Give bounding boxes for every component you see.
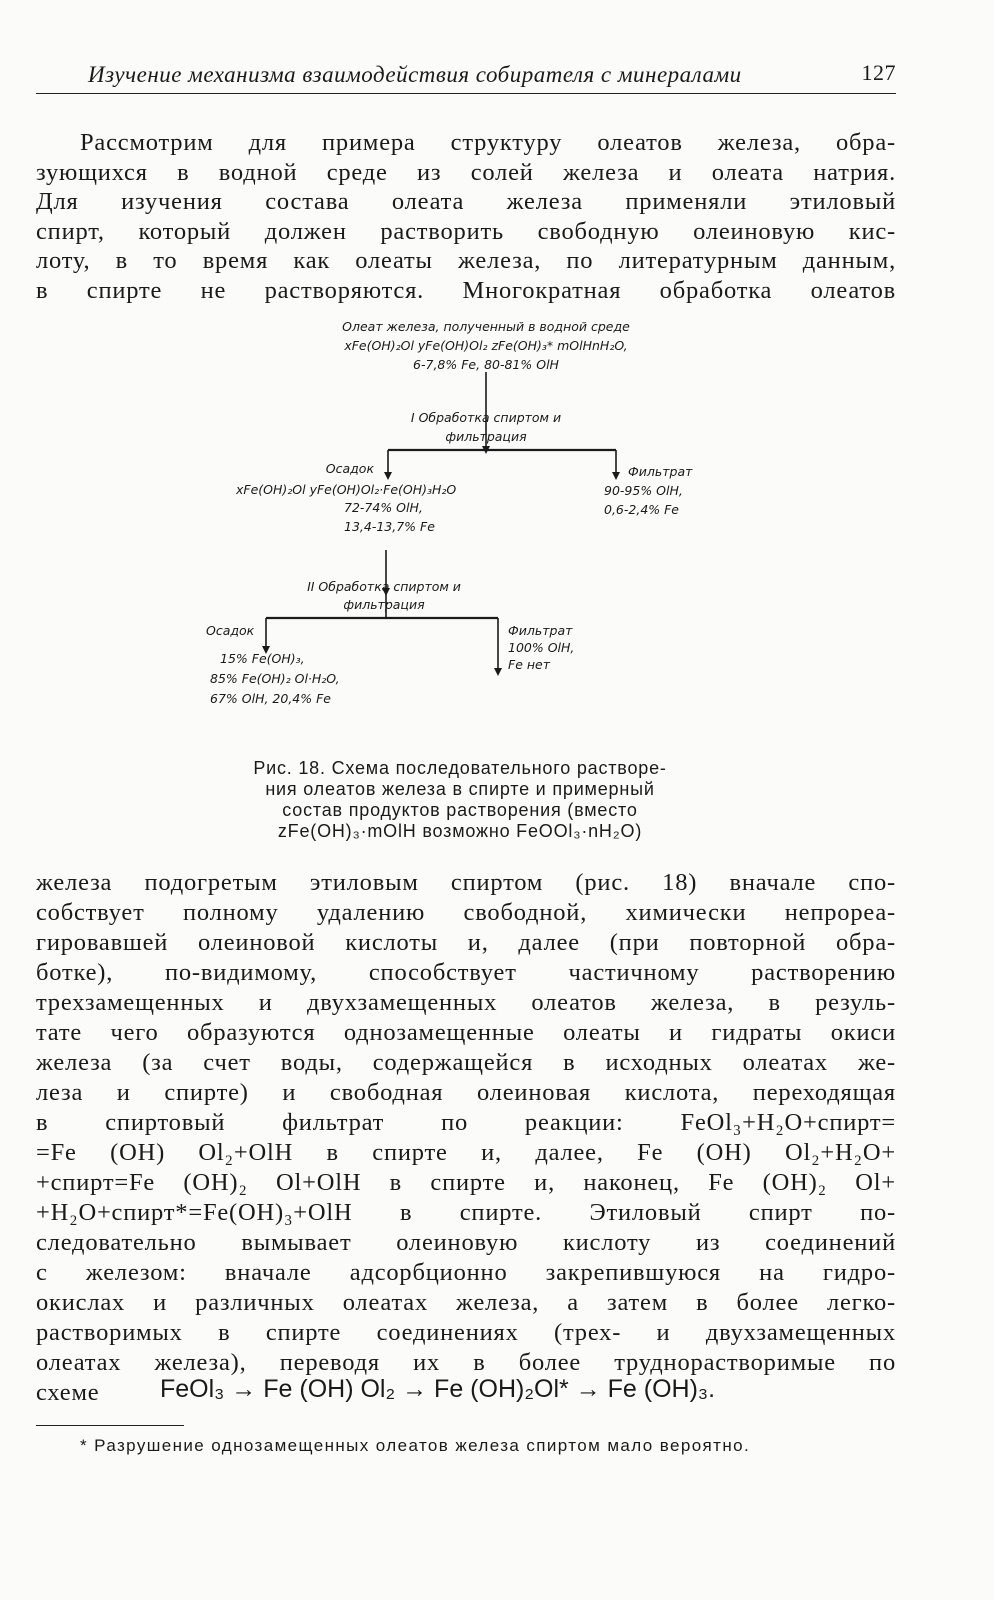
text-line: растворимых в спирте соединениях (трех- и двухзамещенных	[36, 1319, 896, 1346]
dissolution-scheme-diagram	[0, 300, 994, 750]
paragraph-1	[36, 128, 896, 305]
text-line: следовательно вымывает олеиновую кислоту из соединений	[36, 1229, 896, 1256]
text-line: спирт, который должен растворить свободную олеиновую кис-	[36, 217, 896, 245]
text-line: олеатах железа), переводя их в более труднорастворимые по	[36, 1349, 896, 1376]
text-line: зующихся в водной среде из солей железа и олеата натрия.	[36, 158, 896, 186]
residue1-title: Осадок	[325, 461, 374, 476]
caption-line: Рис. 18. Схема последовательного растворе-	[253, 758, 667, 778]
text-line: окислах и различных олеатах железа, а затем в более легко-	[36, 1289, 896, 1316]
figure-caption	[200, 758, 720, 842]
residue2-line3: 67% OlH, 20,4% Fe	[210, 691, 331, 706]
text-line: в спиртовый фильтрат по реакции: FeOl₃+H₂O+спирт=	[36, 1109, 896, 1136]
caption-line: zFe(OH)₃·mOlH возможно FeOOl₃·nH₂O)	[277, 821, 643, 841]
residue2-title: Осадок	[206, 623, 255, 638]
residue1-formula: xFe(OH)₂Ol yFe(OH)Ol₂·Fe(OH)₃H₂O	[236, 482, 457, 497]
filtrate1-fe: 0,6-2,4% Fe	[604, 502, 679, 517]
text-line: в спирте не растворяются. Многократная обработка олеатов	[36, 276, 896, 304]
text-line: +H₂O+спирт*=Fe(OH)₃+OlH в спирте. Этиловый спирт по-	[36, 1199, 896, 1226]
text-line: лоту, в то время как олеаты железа, по литературным данным,	[36, 247, 896, 274]
running-header	[36, 54, 896, 94]
text-line: +спирт=Fe (OH)₂ Ol+OlH в спирте и, наконец, Fe (OH)₂ Ol+	[36, 1169, 896, 1196]
text-line: собствует полному удалению свободной, химически непрореа-	[36, 899, 896, 926]
step1-label: I Обработка спиртом и	[410, 410, 562, 425]
text-line: Рассмотрим для примера структуру олеатов железа, обра-	[80, 129, 896, 156]
reaction-scheme: FeOl₃ → Fe (OH) Ol₂ → Fe (OH)₂Ol* → Fe (OH)₃.	[160, 1375, 716, 1403]
filtrate1-title: Фильтрат	[628, 464, 693, 479]
caption-line: состав продуктов растворения (вместо	[282, 800, 638, 820]
source-formula: xFe(OH)₂Ol yFe(OH)Ol₂ zFe(OH)₃* mOlHnH₂O,	[344, 338, 628, 353]
source-label: Олеат железа, полученный в водной среде	[342, 319, 630, 334]
text-line: с железом: вначале адсорбционно закрепившуюся на гидро-	[36, 1259, 896, 1286]
residue2-line2: 85% Fe(OH)₂ Ol·H₂O,	[210, 671, 340, 686]
paragraph-2	[36, 868, 896, 1408]
filtrate2-olh: 100% OlH,	[508, 640, 575, 655]
footnote-rule	[36, 1425, 184, 1426]
text-line: тате чего образуются однозамещенные олеаты и гидраты окиси	[36, 1019, 896, 1046]
caption-line: ния олеатов железа в спирте и примерный	[265, 779, 655, 799]
step1-label-2: фильтрация	[445, 429, 527, 444]
source-composition: 6-7,8% Fe, 80-81% OlH	[413, 357, 559, 372]
text-line: трехзамещенных и двухзамещенных олеатов железа, в резуль-	[36, 989, 896, 1016]
text-line: железа подогретым этиловым спиртом (рис. 18) вначале спо-	[36, 869, 896, 896]
filtrate1-olh: 90-95% OlH,	[604, 483, 683, 498]
text-line: леза и спирте) и свободная олеиновая кислота, переходящая	[36, 1079, 896, 1106]
page-number: 127	[861, 60, 896, 85]
step2-label-2: фильтрация	[343, 597, 425, 612]
text-line: ботке), по-видимому, способствует частичному растворению	[36, 959, 896, 986]
header-rule	[36, 93, 896, 94]
text-line: Для изучения состава олеата железа применяли этиловый	[36, 188, 896, 215]
residue1-olh: 72-74% OlH,	[344, 500, 423, 515]
text-line: железа (за счет воды, содержащейся в исходных олеатах же-	[36, 1049, 896, 1076]
filtrate2-fe: Fe нет	[508, 657, 550, 672]
text-line: схеме	[36, 1379, 100, 1406]
text-line: гировавшей олеиновой кислоты и, далее (при повторной обра-	[36, 929, 896, 956]
footnote: * Разрушение однозамещенных олеатов железа спиртом мало вероятно.	[80, 1436, 751, 1455]
residue2-line1: 15% Fe(OH)₃,	[220, 651, 305, 666]
residue1-fe: 13,4-13,7% Fe	[344, 519, 435, 534]
text-line: =Fe (OH) Ol₂+OlH в спирте и, далее, Fe (OH) Ol₂+H₂O+	[36, 1139, 896, 1166]
step2-label: II Обработка спиртом и	[307, 579, 461, 594]
running-title: Изучение механизма взаимодействия собирателя с минералами	[88, 62, 742, 87]
filtrate2-title: Фильтрат	[508, 623, 573, 638]
